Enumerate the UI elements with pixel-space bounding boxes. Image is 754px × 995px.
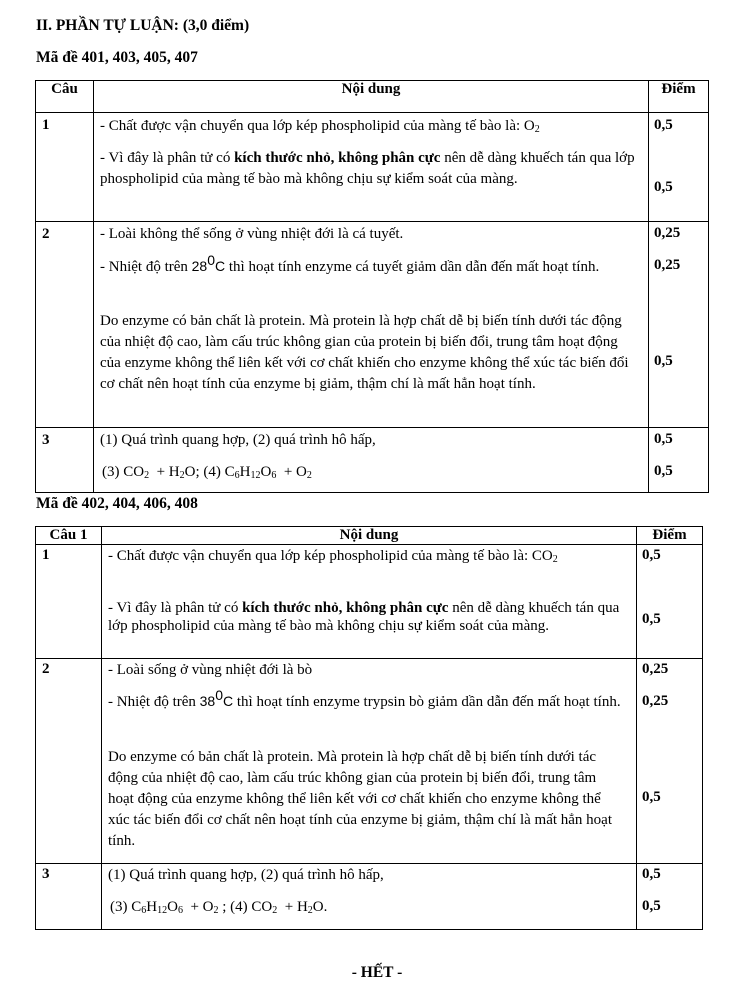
- header-content: Nội dung: [102, 527, 637, 545]
- answer-line: (3) $C_6H_{12}O_6 + O_2$ ; (4) $CO_2 + H_2O$.: [110, 899, 328, 916]
- score-cell: [637, 864, 703, 930]
- exam-a-answer-table: [35, 80, 709, 493]
- table-row: [36, 428, 709, 493]
- answer-line: - Chất được vận chuyển qua lớp kép phospholipid của màng tế bào là: $CO_2$: [108, 548, 558, 565]
- answer-line: - Loài sống ở vùng nhiệt đới là bò: [108, 662, 313, 678]
- table-row: [36, 545, 703, 659]
- question-number: 1: [36, 113, 94, 222]
- answer-line: - Loài không thể sống ở vùng nhiệt đới là cá tuyết.: [100, 226, 404, 242]
- score: 0,5: [642, 789, 661, 805]
- score: 0,5: [654, 117, 673, 133]
- answer-line: - Vì đây là phân tử có kích thước nhỏ, không phân cực nên dễ dàng khuếch tán qua lớp phospholipid của màng tế bào mà không chịu sự kiểm soát của màng.: [108, 600, 620, 634]
- score-cell: [637, 545, 703, 659]
- header-content: Nội dung: [94, 81, 649, 113]
- header-score: Điểm: [637, 527, 703, 545]
- answer-content: [102, 864, 637, 930]
- score-cell: [637, 659, 703, 864]
- answer-line: - Vì đây là phân tử có kích thước nhỏ, không phân cực nên dễ dàng khuếch tán qua lớp phospholipid của màng tế bào mà không chịu sự kiểm soát của màng.: [100, 150, 635, 187]
- question-number: 3: [36, 428, 94, 493]
- question-number: 1: [36, 545, 102, 659]
- question-number: 2: [36, 659, 102, 864]
- question-number: 3: [36, 864, 102, 930]
- answer-content: [94, 113, 649, 222]
- answer-line: (1) Quá trình quang hợp, (2) quá trình hô hấp,: [108, 867, 384, 883]
- score: 0,5: [642, 611, 661, 627]
- answer-line: - Chất được vận chuyển qua lớp kép phospholipid của màng tế bào là: $O_2$: [100, 118, 540, 135]
- score: 0,5: [654, 353, 673, 369]
- score: 0,25: [642, 693, 669, 709]
- score: 0,5: [654, 431, 673, 447]
- end-marker: - HẾT -: [351, 964, 403, 981]
- answer-content: [94, 428, 649, 493]
- table-row: [36, 113, 709, 222]
- answer-line: (1) Quá trình quang hợp, (2) quá trình hô hấp,: [100, 432, 376, 448]
- table-row: [36, 659, 703, 864]
- question-number: 2: [36, 222, 94, 428]
- answer-line: - Nhiệt độ trên $28^0C$ thì hoạt tính enzyme cá tuyết giảm dần dẫn đến mất hoạt tính.: [100, 252, 600, 275]
- exam-b-answer-table: [35, 526, 703, 930]
- score-cell: [649, 428, 709, 493]
- exam-b-title: Mã đề 402, 404, 406, 408: [36, 495, 198, 512]
- answer-content: [102, 545, 637, 659]
- section-title: II. PHẦN TỰ LUẬN: (3,0 điểm): [36, 17, 250, 34]
- score: 0,25: [642, 661, 669, 677]
- score: 0,5: [654, 179, 673, 195]
- answer-line: (3) $CO_2 + H_2O$; (4) $C_6H_{12}O_6 + O_2$: [102, 464, 312, 481]
- header-cau: Câu 1: [36, 527, 102, 545]
- answer-content: [94, 222, 649, 428]
- exam-a-title: Mã đề 401, 403, 405, 407: [36, 49, 198, 66]
- score: 0,25: [654, 225, 681, 241]
- score: 0,5: [642, 547, 661, 563]
- score: 0,5: [642, 866, 661, 882]
- header-cau: Câu: [36, 81, 94, 113]
- score: 0,5: [642, 898, 661, 914]
- table-row: [36, 222, 709, 428]
- score: 0,5: [654, 463, 673, 479]
- table-row: [36, 864, 703, 930]
- answer-line: Do enzyme có bản chất là protein. Mà protein là hợp chất dễ bị biến tính dưới tác động của nhiệt độ cao, làm cấu trúc không gian của protein bị biến đổi, trung tâm hoạt động của enzyme không thể liên kết với cơ chất khiến cho enzyme không thể xúc tác biến đổi cơ chất nên hoạt tính của enzyme bị giảm, thậm chí là mất hẳn hoạt tính.: [108, 749, 613, 849]
- score-cell: [649, 113, 709, 222]
- header-score: Điểm: [649, 81, 709, 113]
- answer-line: Do enzyme có bản chất là protein. Mà protein là hợp chất dễ bị biến tính dưới tác động của nhiệt độ cao, làm cấu trúc không gian của protein bị biến đổi, trung tâm hoạt động của enzyme không thể liên kết với cơ chất khiến cho enzyme không thể xúc tác biến đổi cơ chất nên hoạt tính của enzyme bị giảm, thậm chí là mất hẳn hoạt tính.: [100, 313, 629, 392]
- score-cell: [649, 222, 709, 428]
- answer-content: [102, 659, 637, 864]
- answer-line: - Nhiệt độ trên $38^0C$ thì hoạt tính enzyme trypsin bò giảm dần dẫn đến mất hoạt tính.: [108, 687, 621, 710]
- score: 0,25: [654, 257, 681, 273]
